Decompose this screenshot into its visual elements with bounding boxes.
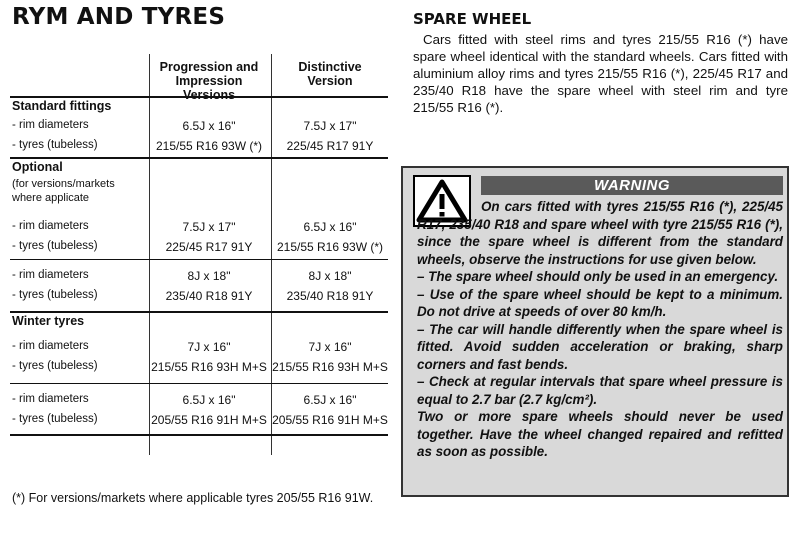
cell-value: 235/40 R18 91Y [286,289,374,303]
row-label: - tyres (tubeless) [12,139,98,151]
optional-group-2 [10,260,388,313]
cell-value: 7.5J x 17" [182,220,236,234]
row-label: - tyres (tubeless) [12,289,98,301]
winter-tyres-group [10,313,388,384]
cell-value: 6.5J x 16" [182,393,236,407]
cell-value: 215/55 R16 93W (*) [155,139,263,153]
warning-paragraph: – Use of the spare wheel should be kept to a minimum. Do not drive at speeds of over 80 km/h. [417,286,783,319]
section-heading: Winter tyres [12,314,85,328]
page-title: RYM AND TYRES [12,4,226,30]
cell-value: 205/55 R16 91H M+S [272,413,388,427]
row-label: - tyres (tubeless) [12,240,98,252]
row-label: - rim diameters [12,220,89,232]
row-label: - rim diameters [12,119,89,131]
section-heading: Optional [12,160,63,174]
cell-value: 235/40 R18 91Y [165,289,253,303]
spare-wheel-text: Cars fitted with steel rims and tyres 215/55 R16 (*) have spare wheel identical with the standard wheels. Cars fitted with aluminium alloy rims and tyres 215/55 R16 (*), 225/45 R17 and 235/40 R18 have the spare wheel with steel rim and tyre 215/55 R16 (*). [413,32,788,115]
cell-value: 7J x 16" [187,340,231,354]
header-distinctive: Distinctive Version [298,60,362,88]
warning-paragraph: – Check at regular intervals that spare wheel pressure is equal to 2.7 bar (2.7 kg/cm²). [417,374,783,407]
cell-value: 225/45 R17 91Y [165,240,253,254]
cell-value: 205/55 R16 91H M+S [151,413,267,427]
cell-value: 6.5J x 16" [303,220,357,234]
cell-value: 6.5J x 16" [182,119,236,133]
warning-paragraph: – The car will handle differently when the spare wheel is fitted. Avoid sudden acceleration or braking, sharp corners and fast bends. [417,321,783,372]
row-label: - rim diameters [12,340,89,352]
standard-fittings-group [10,98,388,159]
cell-value: 8J x 18" [308,269,352,283]
section-heading: Standard fittings [12,99,112,113]
warning-paragraph: – The spare wheel should only be used in an emergency. [417,269,779,284]
cell-value: 6.5J x 16" [303,393,357,407]
warning-body [417,198,783,461]
row-label: - rim diameters [12,269,89,281]
cell-value: 225/45 R17 91Y [286,139,374,153]
warning-paragraph: Two or more spare wheels should never be used together. Have the wheel changed repaired and refitted as soon as possible. [417,409,783,459]
row-label: - tyres (tubeless) [12,360,98,372]
optional-group [10,159,388,260]
row-label: - tyres (tubeless) [12,413,98,425]
spare-wheel-heading: SPARE WHEEL [413,10,532,28]
table-footnote: (*) For versions/markets where applicable tyres 205/55 R16 91W. [12,491,374,505]
warning-heading: WARNING [481,176,783,195]
cell-value: 215/55 R16 93H M+S [151,360,267,374]
warning-box [401,166,789,497]
cell-value: 7J x 16" [308,340,352,354]
optional-note: (for versions/markets where applicate [12,178,115,204]
cell-value: 7.5J x 17" [303,119,357,133]
table-header [10,54,388,102]
cell-value: 215/55 R16 93H M+S [272,360,388,374]
warning-paragraph: On cars fitted with tyres 215/55 R16 (*), 225/45 R17, 235/40 R18 and spare wheel with tyre 215/55 R16 (*), since the spare wheel is different from the standard wheels, observe the instructions for use given below. [417,199,783,267]
cell-value: 8J x 18" [187,269,231,283]
row-label: - rim diameters [12,393,89,405]
winter-tyres-group-2 [10,384,388,436]
cell-value: 215/55 R16 93W (*) [276,240,384,254]
rim-tyre-table [10,54,388,436]
header-progression-impression: Progression and Impression Versions [159,60,259,102]
